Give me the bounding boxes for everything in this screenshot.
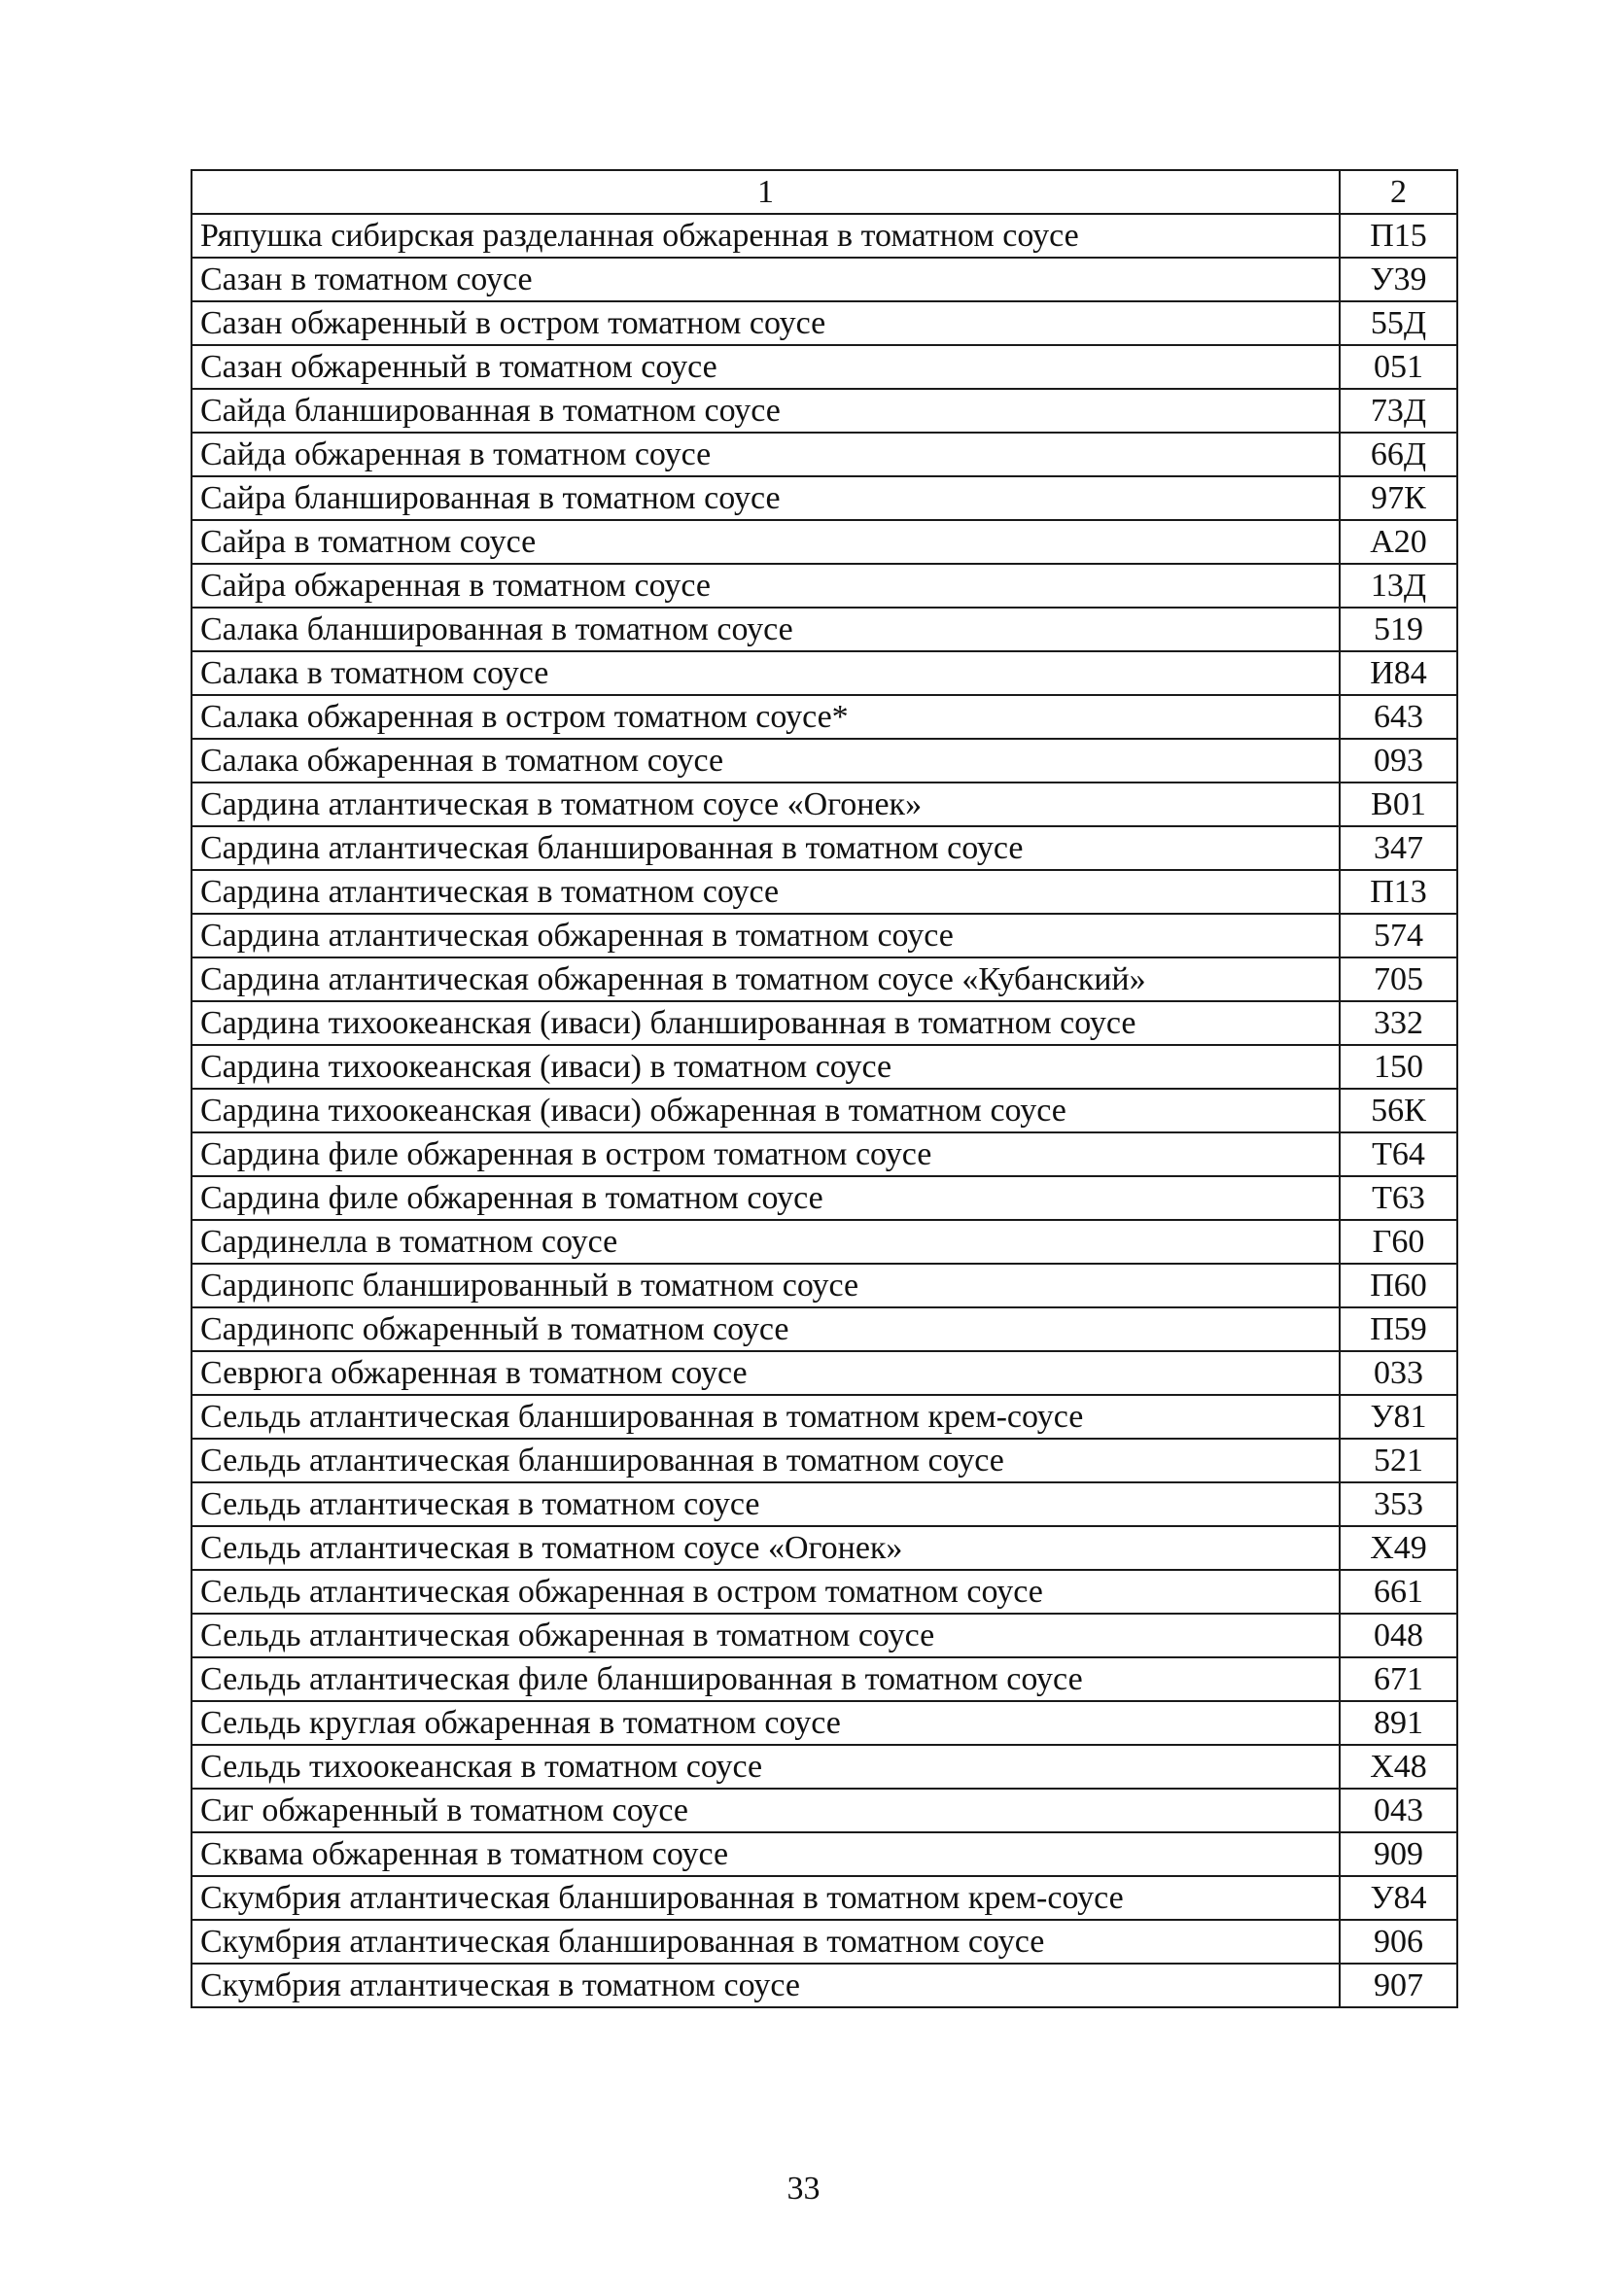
product-code-cell: 643 bbox=[1340, 695, 1457, 739]
table-row bbox=[192, 1789, 1457, 1832]
product-code-cell: 909 bbox=[1340, 1832, 1457, 1876]
table-row bbox=[192, 476, 1457, 520]
table-row bbox=[192, 1570, 1457, 1614]
product-name-cell: Сайра в томатном соусе bbox=[192, 520, 1340, 564]
product-name-cell: Сельдь атлантическая в томатном соусе «Огонек» bbox=[192, 1526, 1340, 1570]
product-name-cell: Сардина атлантическая обжаренная в томатном соусе «Кубанский» bbox=[192, 957, 1340, 1001]
product-code-cell: Х48 bbox=[1340, 1745, 1457, 1789]
table-row bbox=[192, 1876, 1457, 1920]
product-code-cell: 891 bbox=[1340, 1701, 1457, 1745]
table-row bbox=[192, 1264, 1457, 1307]
product-code-cell: 353 bbox=[1340, 1482, 1457, 1526]
table-row bbox=[192, 564, 1457, 608]
product-name-cell: Сиг обжаренный в томатном соусе bbox=[192, 1789, 1340, 1832]
column-header-2: 2 bbox=[1340, 170, 1457, 214]
table-row bbox=[192, 783, 1457, 826]
column-header-1: 1 bbox=[192, 170, 1340, 214]
table-row bbox=[192, 1351, 1457, 1395]
product-code-cell: 705 bbox=[1340, 957, 1457, 1001]
table-row bbox=[192, 1395, 1457, 1439]
product-code-cell: Х49 bbox=[1340, 1526, 1457, 1570]
product-code-cell: 521 bbox=[1340, 1439, 1457, 1482]
product-name-cell: Сельдь атлантическая обжаренная в томатном соусе bbox=[192, 1614, 1340, 1657]
table-row bbox=[192, 1001, 1457, 1045]
product-name-cell: Сардина атлантическая обжаренная в томатном соусе bbox=[192, 914, 1340, 957]
product-code-cell: 043 bbox=[1340, 1789, 1457, 1832]
product-name-cell: Сельдь атлантическая в томатном соусе bbox=[192, 1482, 1340, 1526]
product-code-cell: У39 bbox=[1340, 258, 1457, 301]
product-code-cell: П15 bbox=[1340, 214, 1457, 258]
product-code-cell: 55Д bbox=[1340, 301, 1457, 345]
table-row bbox=[192, 1307, 1457, 1351]
product-name-cell: Сардина тихоокеанская (иваси) бланшированная в томатном соусе bbox=[192, 1001, 1340, 1045]
product-name-cell: Сельдь атлантическая обжаренная в остром томатном соусе bbox=[192, 1570, 1340, 1614]
product-name-cell: Сардинелла в томатном соусе bbox=[192, 1220, 1340, 1264]
table-row bbox=[192, 1964, 1457, 2007]
product-code-cell: И84 bbox=[1340, 651, 1457, 695]
table-row bbox=[192, 914, 1457, 957]
product-name-cell: Сельдь атлантическая бланшированная в томатном соусе bbox=[192, 1439, 1340, 1482]
table-row bbox=[192, 1526, 1457, 1570]
product-code-cell: П60 bbox=[1340, 1264, 1457, 1307]
table-row bbox=[192, 1176, 1457, 1220]
table-row bbox=[192, 1045, 1457, 1089]
product-name-cell: Сайда бланшированная в томатном соусе bbox=[192, 389, 1340, 433]
table-row bbox=[192, 957, 1457, 1001]
table-row bbox=[192, 1920, 1457, 1964]
table-row bbox=[192, 345, 1457, 389]
product-code-cell: 661 bbox=[1340, 1570, 1457, 1614]
table-row bbox=[192, 1220, 1457, 1264]
table-header bbox=[192, 170, 1457, 214]
product-code-cell: 907 bbox=[1340, 1964, 1457, 2007]
product-code-cell: Т63 bbox=[1340, 1176, 1457, 1220]
product-name-cell: Сардина филе обжаренная в остром томатном соусе bbox=[192, 1132, 1340, 1176]
product-code-cell: 033 bbox=[1340, 1351, 1457, 1395]
table-row bbox=[192, 520, 1457, 564]
product-name-cell: Сардина атлантическая в томатном соусе bbox=[192, 870, 1340, 914]
table-row bbox=[192, 1745, 1457, 1789]
product-code-cell: В01 bbox=[1340, 783, 1457, 826]
product-name-cell: Сардина тихоокеанская (иваси) обжаренная в томатном соусе bbox=[192, 1089, 1340, 1132]
page-number: 33 bbox=[786, 2171, 821, 2207]
product-name-cell: Сайра обжаренная в томатном соусе bbox=[192, 564, 1340, 608]
product-code-cell: П13 bbox=[1340, 870, 1457, 914]
product-code-cell: 56К bbox=[1340, 1089, 1457, 1132]
product-code-cell: У84 bbox=[1340, 1876, 1457, 1920]
product-name-cell: Салака в томатном соусе bbox=[192, 651, 1340, 695]
product-name-cell: Ряпушка сибирская разделанная обжаренная в томатном соусе bbox=[192, 214, 1340, 258]
product-name-cell: Сазан обжаренный в томатном соусе bbox=[192, 345, 1340, 389]
table-row bbox=[192, 695, 1457, 739]
product-name-cell: Скумбрия атлантическая бланшированная в томатном крем-соусе bbox=[192, 1876, 1340, 1920]
table-row bbox=[192, 826, 1457, 870]
table-header-row bbox=[192, 170, 1457, 214]
table-row bbox=[192, 870, 1457, 914]
product-code-cell: 519 bbox=[1340, 608, 1457, 651]
product-code-cell: 093 bbox=[1340, 739, 1457, 783]
table-body bbox=[192, 214, 1457, 2007]
table-row bbox=[192, 301, 1457, 345]
product-code-cell: 150 bbox=[1340, 1045, 1457, 1089]
product-code-cell: 906 bbox=[1340, 1920, 1457, 1964]
table-row bbox=[192, 1089, 1457, 1132]
product-name-cell: Сельдь круглая обжаренная в томатном соусе bbox=[192, 1701, 1340, 1745]
product-code-cell: Г60 bbox=[1340, 1220, 1457, 1264]
product-name-cell: Сардинопс бланшированный в томатном соусе bbox=[192, 1264, 1340, 1307]
product-code-cell: А20 bbox=[1340, 520, 1457, 564]
product-code-cell: 051 bbox=[1340, 345, 1457, 389]
table-row bbox=[192, 608, 1457, 651]
product-code-cell: 347 bbox=[1340, 826, 1457, 870]
product-name-cell: Салака обжаренная в остром томатном соусе* bbox=[192, 695, 1340, 739]
product-code-cell: 048 bbox=[1340, 1614, 1457, 1657]
product-name-cell: Сардина филе обжаренная в томатном соусе bbox=[192, 1176, 1340, 1220]
product-code-cell: 66Д bbox=[1340, 433, 1457, 476]
product-name-cell: Севрюга обжаренная в томатном соусе bbox=[192, 1351, 1340, 1395]
product-code-cell: У81 bbox=[1340, 1395, 1457, 1439]
product-name-cell: Сайда обжаренная в томатном соусе bbox=[192, 433, 1340, 476]
product-name-cell: Сардина атлантическая в томатном соусе «Огонек» bbox=[192, 783, 1340, 826]
product-name-cell: Сардина тихоокеанская (иваси) в томатном соусе bbox=[192, 1045, 1340, 1089]
product-code-cell: 13Д bbox=[1340, 564, 1457, 608]
table-row bbox=[192, 433, 1457, 476]
table-row bbox=[192, 1701, 1457, 1745]
product-code-cell: 671 bbox=[1340, 1657, 1457, 1701]
product-name-cell: Сквама обжаренная в томатном соусе bbox=[192, 1832, 1340, 1876]
table-row bbox=[192, 651, 1457, 695]
table-row bbox=[192, 1614, 1457, 1657]
product-code-cell: 97К bbox=[1340, 476, 1457, 520]
product-code-cell: 574 bbox=[1340, 914, 1457, 957]
table-row bbox=[192, 1832, 1457, 1876]
product-name-cell: Салака обжаренная в томатном соусе bbox=[192, 739, 1340, 783]
table-row bbox=[192, 214, 1457, 258]
product-name-cell: Сайра бланшированная в томатном соусе bbox=[192, 476, 1340, 520]
product-name-cell: Сельдь атлантическая филе бланшированная в томатном соусе bbox=[192, 1657, 1340, 1701]
product-name-cell: Скумбрия атлантическая бланшированная в томатном соусе bbox=[192, 1920, 1340, 1964]
table-row bbox=[192, 1132, 1457, 1176]
table-row bbox=[192, 1439, 1457, 1482]
table-row bbox=[192, 389, 1457, 433]
table-row bbox=[192, 1482, 1457, 1526]
product-code-cell: Т64 bbox=[1340, 1132, 1457, 1176]
product-code-cell: 332 bbox=[1340, 1001, 1457, 1045]
product-code-table bbox=[191, 169, 1458, 2008]
product-name-cell: Сардина атлантическая бланшированная в томатном соусе bbox=[192, 826, 1340, 870]
product-name-cell: Скумбрия атлантическая в томатном соусе bbox=[192, 1964, 1340, 2007]
product-name-cell: Сазан в томатном соусе bbox=[192, 258, 1340, 301]
product-name-cell: Сельдь тихоокеанская в томатном соусе bbox=[192, 1745, 1340, 1789]
product-name-cell: Сардинопс обжаренный в томатном соусе bbox=[192, 1307, 1340, 1351]
product-name-cell: Сельдь атлантическая бланшированная в томатном крем-соусе bbox=[192, 1395, 1340, 1439]
table-row bbox=[192, 258, 1457, 301]
product-name-cell: Сазан обжаренный в остром томатном соусе bbox=[192, 301, 1340, 345]
product-name-cell: Салака бланшированная в томатном соусе bbox=[192, 608, 1340, 651]
table-row bbox=[192, 1657, 1457, 1701]
table-row bbox=[192, 739, 1457, 783]
product-code-cell: П59 bbox=[1340, 1307, 1457, 1351]
product-code-cell: 73Д bbox=[1340, 389, 1457, 433]
